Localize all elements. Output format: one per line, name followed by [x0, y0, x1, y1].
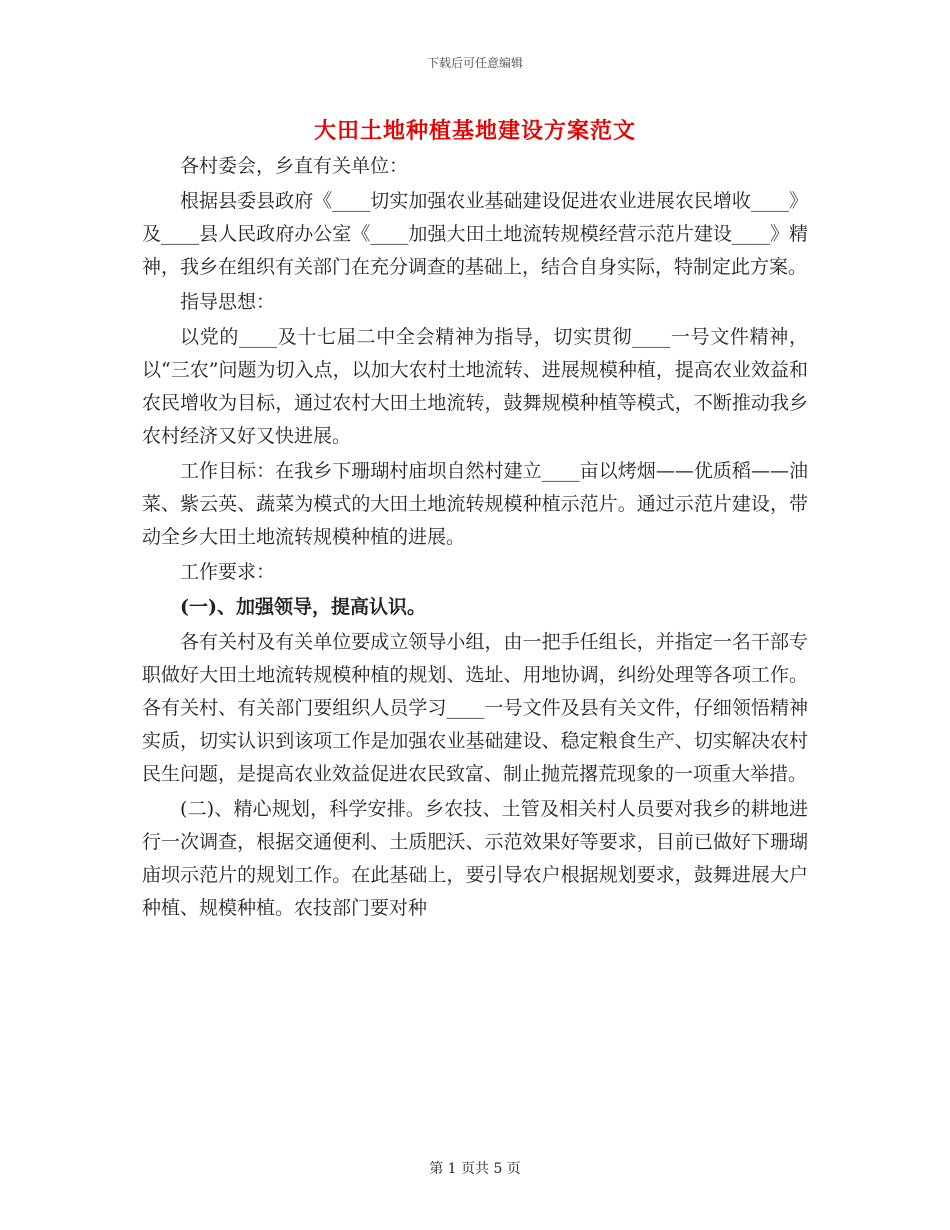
document-title: 大田土地种植基地建设方案范文 [313, 118, 636, 144]
heading-work-requirements: 工作要求： [180, 561, 276, 583]
page-footer: 第 1 页共 5 页 [429, 1161, 521, 1177]
header-note: 下载后可任意编辑 [426, 56, 523, 70]
paragraph-work-goal: 工作目标：在我乡下珊瑚村庙坝自然村建立____亩以烤烟——优质稻——油菜、紫云英、蔬菜为模式的大田土地流转规模种植示范片。通过示范片建设，带动全乡大田土地流转规模种植的进展。 [142, 460, 808, 548]
heading-section-1: (一)、加强领导，提高认识。 [180, 596, 426, 618]
paragraph-section-1: 各有关村及有关单位要成立领导小组，由一把手任组长，并指定一名干部专职做好大田土地流转规模种植的规划、选址、用地协调，纠纷处理等各项工作。各有关村、有关部门要组织人员学习____一号文件及县有关文件，仔细领悟精神实质，切实认识到该项工作是加强农业基础建设、稳定粮食生产、切实解决农村民生问题，是提高农业效益促进农民致富、制止抛荒撂荒现象的一项重大举措。 [142, 631, 808, 785]
heading-guiding-ideology: 指导思想： [180, 291, 276, 313]
document-body [142, 150, 808, 927]
salutation: 各村委会，乡直有关单位： [180, 155, 409, 177]
paragraph-guiding-ideology: 以党的____及十七届二中全会精神为指导，切实贯彻____一号文件精神，以“三农”问题为切入点，以加大农村土地流转、进展规模种植，提高农业效益和农民增收为目标，通过农村大田土地流转，鼓舞规模种植等模式，不断推动我乡农村经济又好又快进展。 [142, 326, 808, 447]
paragraph-section-2: (二)、精心规划，科学安排。乡农技、土管及相关村人员要对我乡的耕地进行一次调查，根据交通便利、土质肥沃、示范效果好等要求，目前已做好下珊瑚庙坝示范片的规划工作。在此基础上，要引导农户根据规划要求，鼓舞进展大户种植、规模种植。农技部门要对种 [142, 798, 808, 919]
paragraph-basis: 根据县委县政府《____切实加强农业基础建设促进农业进展农民增收____》及____县人民政府办公室《____加强大田土地流转规模经营示范片建设____》精神，我乡在组织有关部门在充分调查的基础上，结合自身实际，特制定此方案。 [142, 190, 808, 278]
